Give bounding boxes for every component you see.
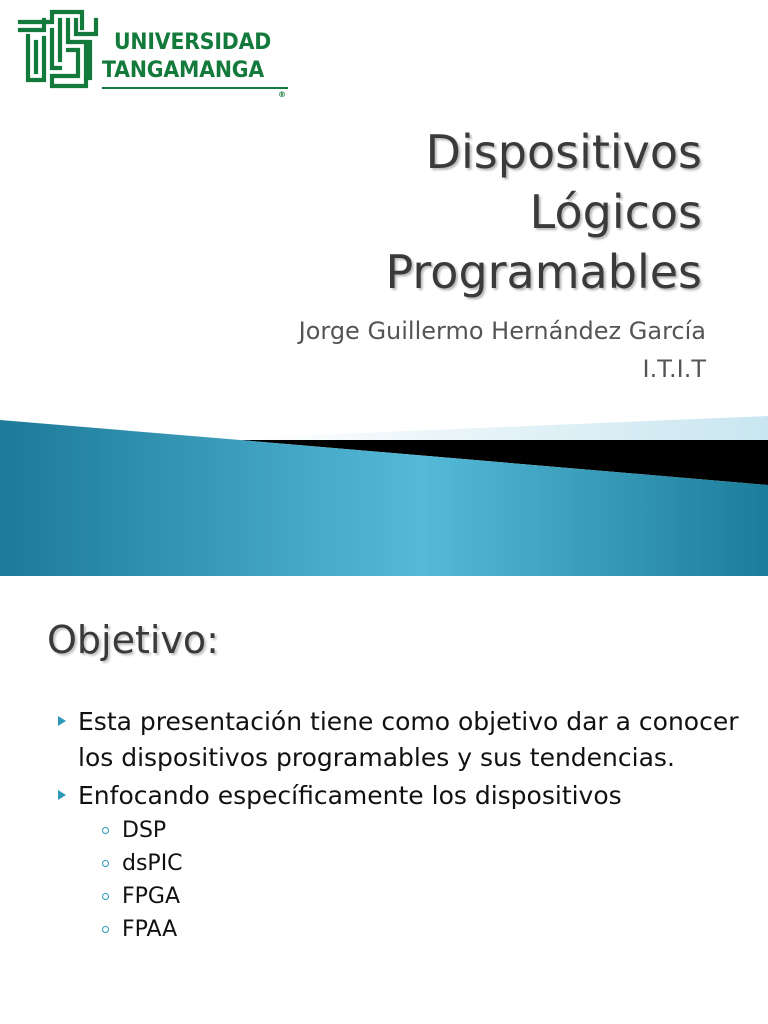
presentation-subtitle <box>106 312 706 388</box>
sub-bullet-text: FPAA <box>122 917 178 942</box>
sub-bullet-item <box>102 913 744 946</box>
sub-bullet-text: dsPIC <box>122 851 183 876</box>
circle-bullet-icon <box>102 926 109 933</box>
bullet-text: Enfocando específicamente los dispositivos <box>78 781 622 810</box>
bullet-arrow-icon <box>58 790 66 800</box>
presentation-title <box>142 122 702 302</box>
logo-line-1: UNIVERSIDAD <box>114 30 272 55</box>
bullet-list <box>54 704 744 948</box>
title-line-3: Programables <box>385 245 702 299</box>
logo-emblem-icon <box>16 8 100 90</box>
circle-bullet-icon <box>102 893 109 900</box>
sub-bullet-item <box>102 847 744 880</box>
objective-slide <box>0 600 768 1024</box>
decorative-wave-band <box>0 410 768 580</box>
bullet-text: Esta presentación tiene como objetivo dar a conocer los dispositivos programables y sus tendencias. <box>78 707 739 772</box>
bullet-item <box>54 778 744 946</box>
logo-line-2: TANGAMANGA <box>102 58 265 83</box>
bullet-item <box>54 704 744 776</box>
bullet-arrow-icon <box>58 716 66 726</box>
logo-underline <box>102 87 288 89</box>
author-name: Jorge Guillermo Hernández García <box>298 317 706 345</box>
objective-title: Objetivo: <box>47 618 219 662</box>
program-name: I.T.I.T <box>642 355 706 383</box>
title-line-2: Lógicos <box>529 185 702 239</box>
university-logo <box>16 8 292 99</box>
sub-bullet-item <box>102 814 744 847</box>
sub-bullet-text: FPGA <box>122 884 181 909</box>
circle-bullet-icon <box>102 827 109 834</box>
circle-bullet-icon <box>102 860 109 867</box>
registered-mark: ® <box>278 90 286 99</box>
title-line-1: Dispositivos <box>425 125 702 179</box>
sub-bullet-list <box>78 814 744 946</box>
sub-bullet-item <box>102 880 744 913</box>
sub-bullet-text: DSP <box>122 818 167 843</box>
